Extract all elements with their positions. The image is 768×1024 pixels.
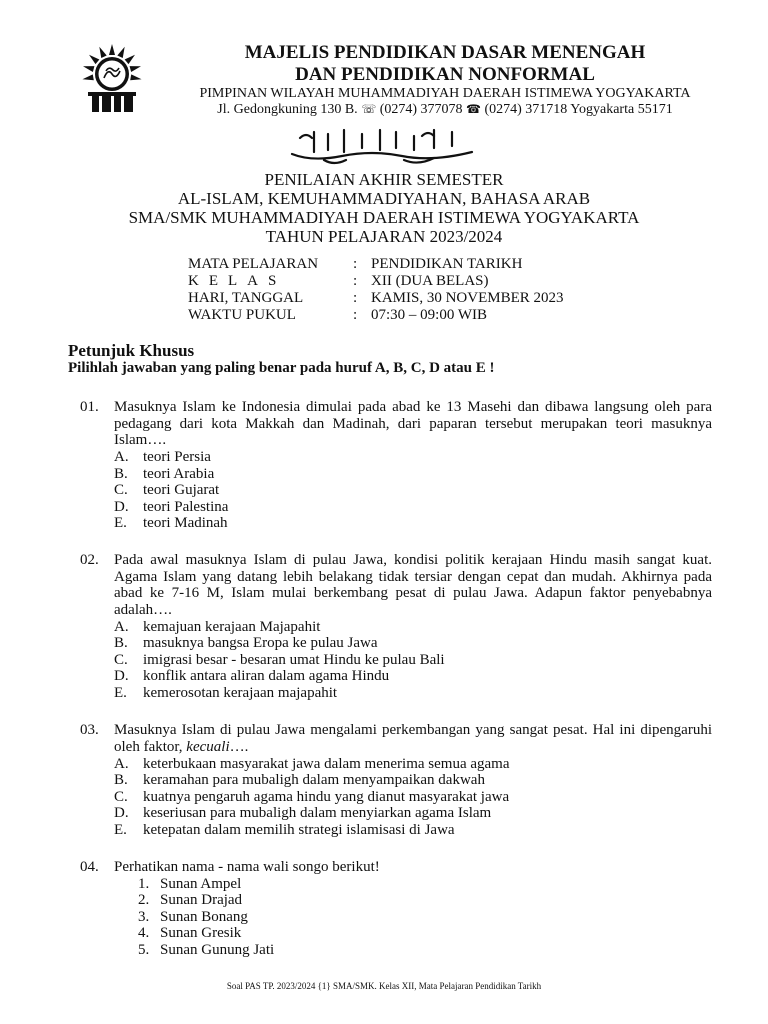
option-text: masuknya bangsa Eropa ke pulau Jawa	[143, 635, 378, 651]
option-text: teori Madinah	[143, 515, 228, 531]
answer-option	[114, 668, 389, 685]
exam-school: SMA/SMK MUHAMMADIYAH DAERAH ISTIMEWA YOGYAKARTA	[128, 208, 640, 227]
exam-subject-group: AL-ISLAM, KEMUHAMMADIYAHAN, BAHASA ARAB	[177, 189, 591, 208]
info-value: KAMIS, 30 NOVEMBER 2023	[371, 290, 564, 306]
org-name-line2: DAN PENDIDIKAN NONFORMAL	[295, 64, 595, 85]
fax-icon: ☎	[466, 102, 481, 116]
info-value: 07:30 – 09:00 WIB	[371, 307, 487, 323]
answer-option	[114, 772, 485, 789]
option-letter: A.	[114, 756, 129, 772]
option-text: keseriusan para mubaligh dalam menyiarkan agama Islam	[143, 805, 492, 821]
list-text: Sunan Gresik	[160, 925, 242, 941]
question-text: Masuknya Islam ke Indonesia dimulai pada abad ke 13 Masehi dan dibawa langsung oleh para pedagang dari kota Makkah dan Madinah, dari paparan tersebut merupakan teori masuknya Islam….	[114, 399, 712, 449]
answer-option	[114, 685, 337, 702]
option-letter: D.	[114, 805, 129, 821]
question-text-main: Masuknya Islam di pulau Jawa mengalami perkembangan yang sangat pesat. Hal ini dipengaruhi oleh faktor,	[114, 722, 712, 755]
option-letter: B.	[114, 635, 128, 651]
option-text: teori Gujarat	[143, 482, 220, 498]
list-item	[138, 942, 274, 959]
option-text: teori Palestina	[143, 499, 229, 515]
answer-option	[114, 652, 445, 669]
list-text: Sunan Drajad	[160, 892, 243, 908]
address-phone: (0274) 377078	[379, 102, 463, 117]
question-number: 03.	[80, 722, 99, 738]
question-text: Pada awal masuknya Islam di pulau Jawa, kondisi politik kerajaan Hindu masih sangat kuat. Agama Islam yang datang lebih belakang tidak tersiar dengan cepat dan mudah. Akhirnya pada abad ke 7-16 M, Islam mulai berkembang pesat di pulau Jawa. Adapun faktor penyebabnya adalah….	[114, 552, 712, 618]
list-number: 1.	[138, 876, 150, 892]
question-number: 01.	[80, 399, 99, 415]
list-text: Sunan Ampel	[160, 876, 242, 892]
answer-option	[114, 635, 378, 652]
info-value: XII (DUA BELAS)	[371, 273, 489, 289]
basmalah-calligraphy-icon	[284, 124, 484, 168]
option-letter: B.	[114, 772, 128, 788]
option-text: kemajuan kerajaan Majapahit	[143, 619, 321, 635]
question-number: 04.	[80, 859, 99, 875]
option-letter: C.	[114, 482, 128, 498]
option-letter: E.	[114, 685, 127, 701]
option-letter: A.	[114, 449, 129, 465]
answer-option	[114, 449, 211, 466]
list-item	[138, 876, 241, 893]
option-letter: B.	[114, 466, 128, 482]
info-row-time	[188, 307, 487, 324]
option-text: teori Arabia	[143, 466, 215, 482]
option-text: kuatnya pengaruh agama hindu yang dianut masyarakat jawa	[143, 789, 510, 805]
info-sep: :	[353, 307, 358, 323]
info-row-subject	[188, 256, 522, 273]
option-text: kemerosotan kerajaan majapahit	[143, 685, 338, 701]
page-footer: Soal PAS TP. 2023/2024 {1} SMA/SMK. Kelas XII, Mata Pelajaran Pendidikan Tarikh	[226, 981, 542, 991]
address-street: Jl. Gedongkuning 130 B.	[217, 102, 358, 117]
answer-option	[114, 466, 214, 483]
option-letter: A.	[114, 619, 129, 635]
address-fax: (0274) 371718 Yogyakarta 55171	[484, 102, 673, 117]
list-text: Sunan Bonang	[160, 909, 248, 925]
answer-option	[114, 789, 509, 806]
list-item	[138, 909, 248, 926]
answer-option	[114, 482, 219, 499]
instructions-text: Pilihlah jawaban yang paling benar pada huruf A, B, C, D atau E !	[68, 360, 495, 376]
phone-icon: ☏	[361, 102, 377, 116]
list-item	[138, 892, 242, 909]
question-text	[114, 722, 712, 755]
question-text-emphasis: kecuali	[186, 738, 230, 755]
question-text: Perhatikan nama - nama wali songo berikut!	[114, 859, 380, 875]
question-text-tail: ….	[229, 738, 249, 755]
info-row-date	[188, 290, 564, 307]
option-text: keterbukaan masyarakat jawa dalam menerima semua agama	[143, 756, 510, 772]
exam-year: TAHUN PELAJARAN 2023/2024	[265, 227, 503, 246]
list-item	[138, 925, 241, 942]
option-letter: E.	[114, 515, 127, 531]
info-label: KELAS	[188, 273, 287, 289]
org-address	[150, 101, 740, 118]
info-label: MATA PELAJARAN	[188, 256, 319, 272]
info-row-class	[188, 273, 489, 290]
info-value: PENDIDIKAN TARIKH	[371, 256, 523, 272]
option-text: imigrasi besar - besaran umat Hindu ke pulau Bali	[143, 652, 445, 668]
answer-option	[114, 619, 320, 636]
list-text: Sunan Gunung Jati	[160, 942, 275, 958]
option-text: ketepatan dalam memilih strategi islamisasi di Jawa	[143, 822, 455, 838]
answer-option	[114, 499, 228, 516]
info-sep: :	[353, 290, 358, 306]
option-letter: D.	[114, 499, 129, 515]
option-letter: E.	[114, 822, 127, 838]
answer-option	[114, 756, 510, 773]
muhammadiyah-logo-icon	[70, 44, 160, 118]
question-number: 02.	[80, 552, 99, 568]
option-text: konflik antara aliran dalam agama Hindu	[143, 668, 390, 684]
list-number: 2.	[138, 892, 150, 908]
list-number: 3.	[138, 909, 150, 925]
option-text: keramahan para mubaligh dalam menyampaikan dakwah	[143, 772, 485, 788]
exam-title: PENILAIAN AKHIR SEMESTER	[264, 170, 504, 189]
option-letter: D.	[114, 668, 129, 684]
info-sep: :	[353, 273, 358, 289]
info-sep: :	[353, 256, 358, 272]
info-label: WAKTU PUKUL	[188, 307, 296, 323]
option-letter: C.	[114, 789, 128, 805]
option-letter: C.	[114, 652, 128, 668]
org-subtitle: PIMPINAN WILAYAH MUHAMMADIYAH DAERAH ISTIMEWA YOGYAKARTA	[199, 86, 691, 101]
list-number: 4.	[138, 925, 150, 941]
answer-option	[114, 822, 455, 839]
answer-option	[114, 515, 228, 532]
answer-option	[114, 805, 491, 822]
list-number: 5.	[138, 942, 150, 958]
option-text: teori Persia	[143, 449, 211, 465]
org-name-line1: MAJELIS PENDIDIKAN DASAR MENENGAH	[244, 42, 646, 63]
instructions-title: Petunjuk Khusus	[68, 341, 195, 360]
info-label: HARI, TANGGAL	[188, 290, 304, 306]
